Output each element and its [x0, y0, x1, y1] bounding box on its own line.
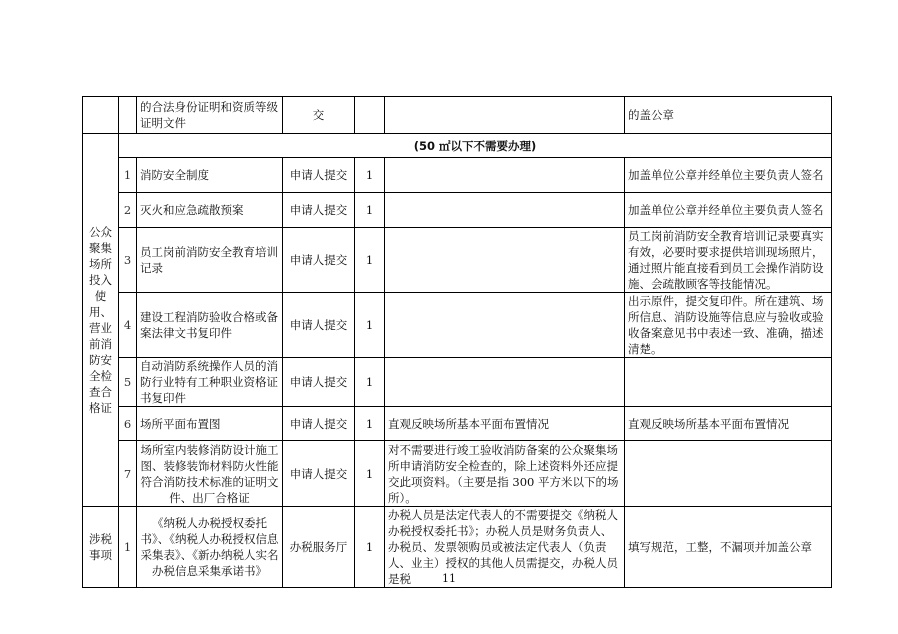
table-row — [83, 134, 832, 158]
copies-cell: 1 — [355, 407, 385, 441]
copies-cell — [355, 97, 385, 134]
submitter-cell: 申请人提交 — [283, 358, 355, 407]
table-row — [83, 228, 832, 293]
table-row — [83, 358, 832, 407]
submitter-cell: 申请人提交 — [283, 228, 355, 293]
note-cell — [625, 358, 832, 407]
material-cell: 自动消防系统操作人员的消防行业特有工种职业资格证书复印件 — [137, 358, 283, 407]
submitter-cell: 申请人提交 — [283, 407, 355, 441]
row-number: 2 — [119, 193, 137, 228]
table-row — [83, 97, 832, 134]
material-cell: 灭火和应急疏散预案 — [137, 193, 283, 228]
material-cell: 《纳税人办税授权委托书》、《纳税人办税授权信息采集表》、《新办纳税人实名办税信息采集承诺书》 — [137, 507, 283, 588]
table-row — [83, 158, 832, 193]
category-label: 涉税事项 — [83, 507, 119, 588]
material-cell: 建设工程消防验收合格或备案法律文书复印件 — [137, 293, 283, 358]
row-number: 7 — [119, 441, 137, 507]
row-number: 4 — [119, 293, 137, 358]
submitter-cell: 交 — [283, 97, 355, 134]
row-number: 1 — [119, 507, 137, 588]
requirement-cell — [385, 158, 625, 193]
submitter-cell: 申请人提交 — [283, 193, 355, 228]
note-cell: 员工岗前消防安全教育培训记录要真实有效，必要时要求提供培训现场照片，通过照片能直接看到员工会操作消防设施、会疏散顾客等技能情况。 — [625, 228, 832, 293]
material-cell: 场所室内装修消防设计施工图、装修装饰材料防火性能符合消防技术标准的证明文件、出厂合格证 — [137, 441, 283, 507]
requirement-cell: 对不需要进行竣工验收消防备案的公众聚集场所申请消防安全检查的，除上述资料外还应提交此项资料。（主要是指 300 平方米以下的场所）。 — [385, 441, 625, 507]
copies-cell: 1 — [355, 158, 385, 193]
category-cell — [83, 97, 119, 134]
material-cell: 的合法身份证明和资质等级证明文件 — [137, 97, 283, 134]
row-number: 1 — [119, 158, 137, 193]
requirement-cell — [385, 293, 625, 358]
page-number: 11 — [442, 572, 456, 585]
table-row — [83, 441, 832, 507]
submitter-cell: 申请人提交 — [283, 293, 355, 358]
requirement-cell: 直观反映场所基本平面布置情况 — [385, 407, 625, 441]
row-number: 5 — [119, 358, 137, 407]
note-cell: 加盖单位公章并经单位主要负责人签名 — [625, 158, 832, 193]
requirement-cell: 办税人员是法定代表人的不需要提交《纳税人办税授权委托书》；办税人员是财务负责人、办税员、发票领购员或被法定代表人（负责人、业主）授权的其他人员需提交，办税人员是税 — [385, 507, 625, 588]
note-cell: 出示原件，提交复印件。所在建筑、场所信息、消防设施等信息应与验收或验收备案意见书中表述一致、准确，描述清楚。 — [625, 293, 832, 358]
submitter-cell: 申请人提交 — [283, 441, 355, 507]
requirement-cell — [385, 228, 625, 293]
note-cell — [625, 441, 832, 507]
row-number: 6 — [119, 407, 137, 441]
table-row — [83, 293, 832, 358]
copies-cell: 1 — [355, 228, 385, 293]
note-cell: 加盖单位公章并经单位主要负责人签名 — [625, 193, 832, 228]
number-cell — [119, 97, 137, 134]
material-cell: 员工岗前消防安全教育培训记录 — [137, 228, 283, 293]
copies-cell: 1 — [355, 193, 385, 228]
requirement-cell — [385, 193, 625, 228]
section-title: (50 ㎡以下不需要办理) — [119, 134, 832, 158]
note-cell: 的盖公章 — [625, 97, 832, 134]
material-cell: 场所平面布置图 — [137, 407, 283, 441]
copies-cell: 1 — [355, 358, 385, 407]
material-cell: 消防安全制度 — [137, 158, 283, 193]
table-row — [83, 193, 832, 228]
requirement-cell — [385, 358, 625, 407]
requirement-cell — [385, 97, 625, 134]
submitter-cell: 办税服务厅 — [283, 507, 355, 588]
requirements-table — [82, 96, 832, 588]
submitter-cell: 申请人提交 — [283, 158, 355, 193]
note-cell: 直观反映场所基本平面布置情况 — [625, 407, 832, 441]
category-label: 公众聚集场所投入使用、营业前消防安全检查合格证 — [83, 134, 119, 507]
copies-cell: 1 — [355, 507, 385, 588]
table-row — [83, 407, 832, 441]
row-number: 3 — [119, 228, 137, 293]
note-cell: 填写规范，工整，不漏项并加盖公章 — [625, 507, 832, 588]
copies-cell: 1 — [355, 441, 385, 507]
copies-cell: 1 — [355, 293, 385, 358]
